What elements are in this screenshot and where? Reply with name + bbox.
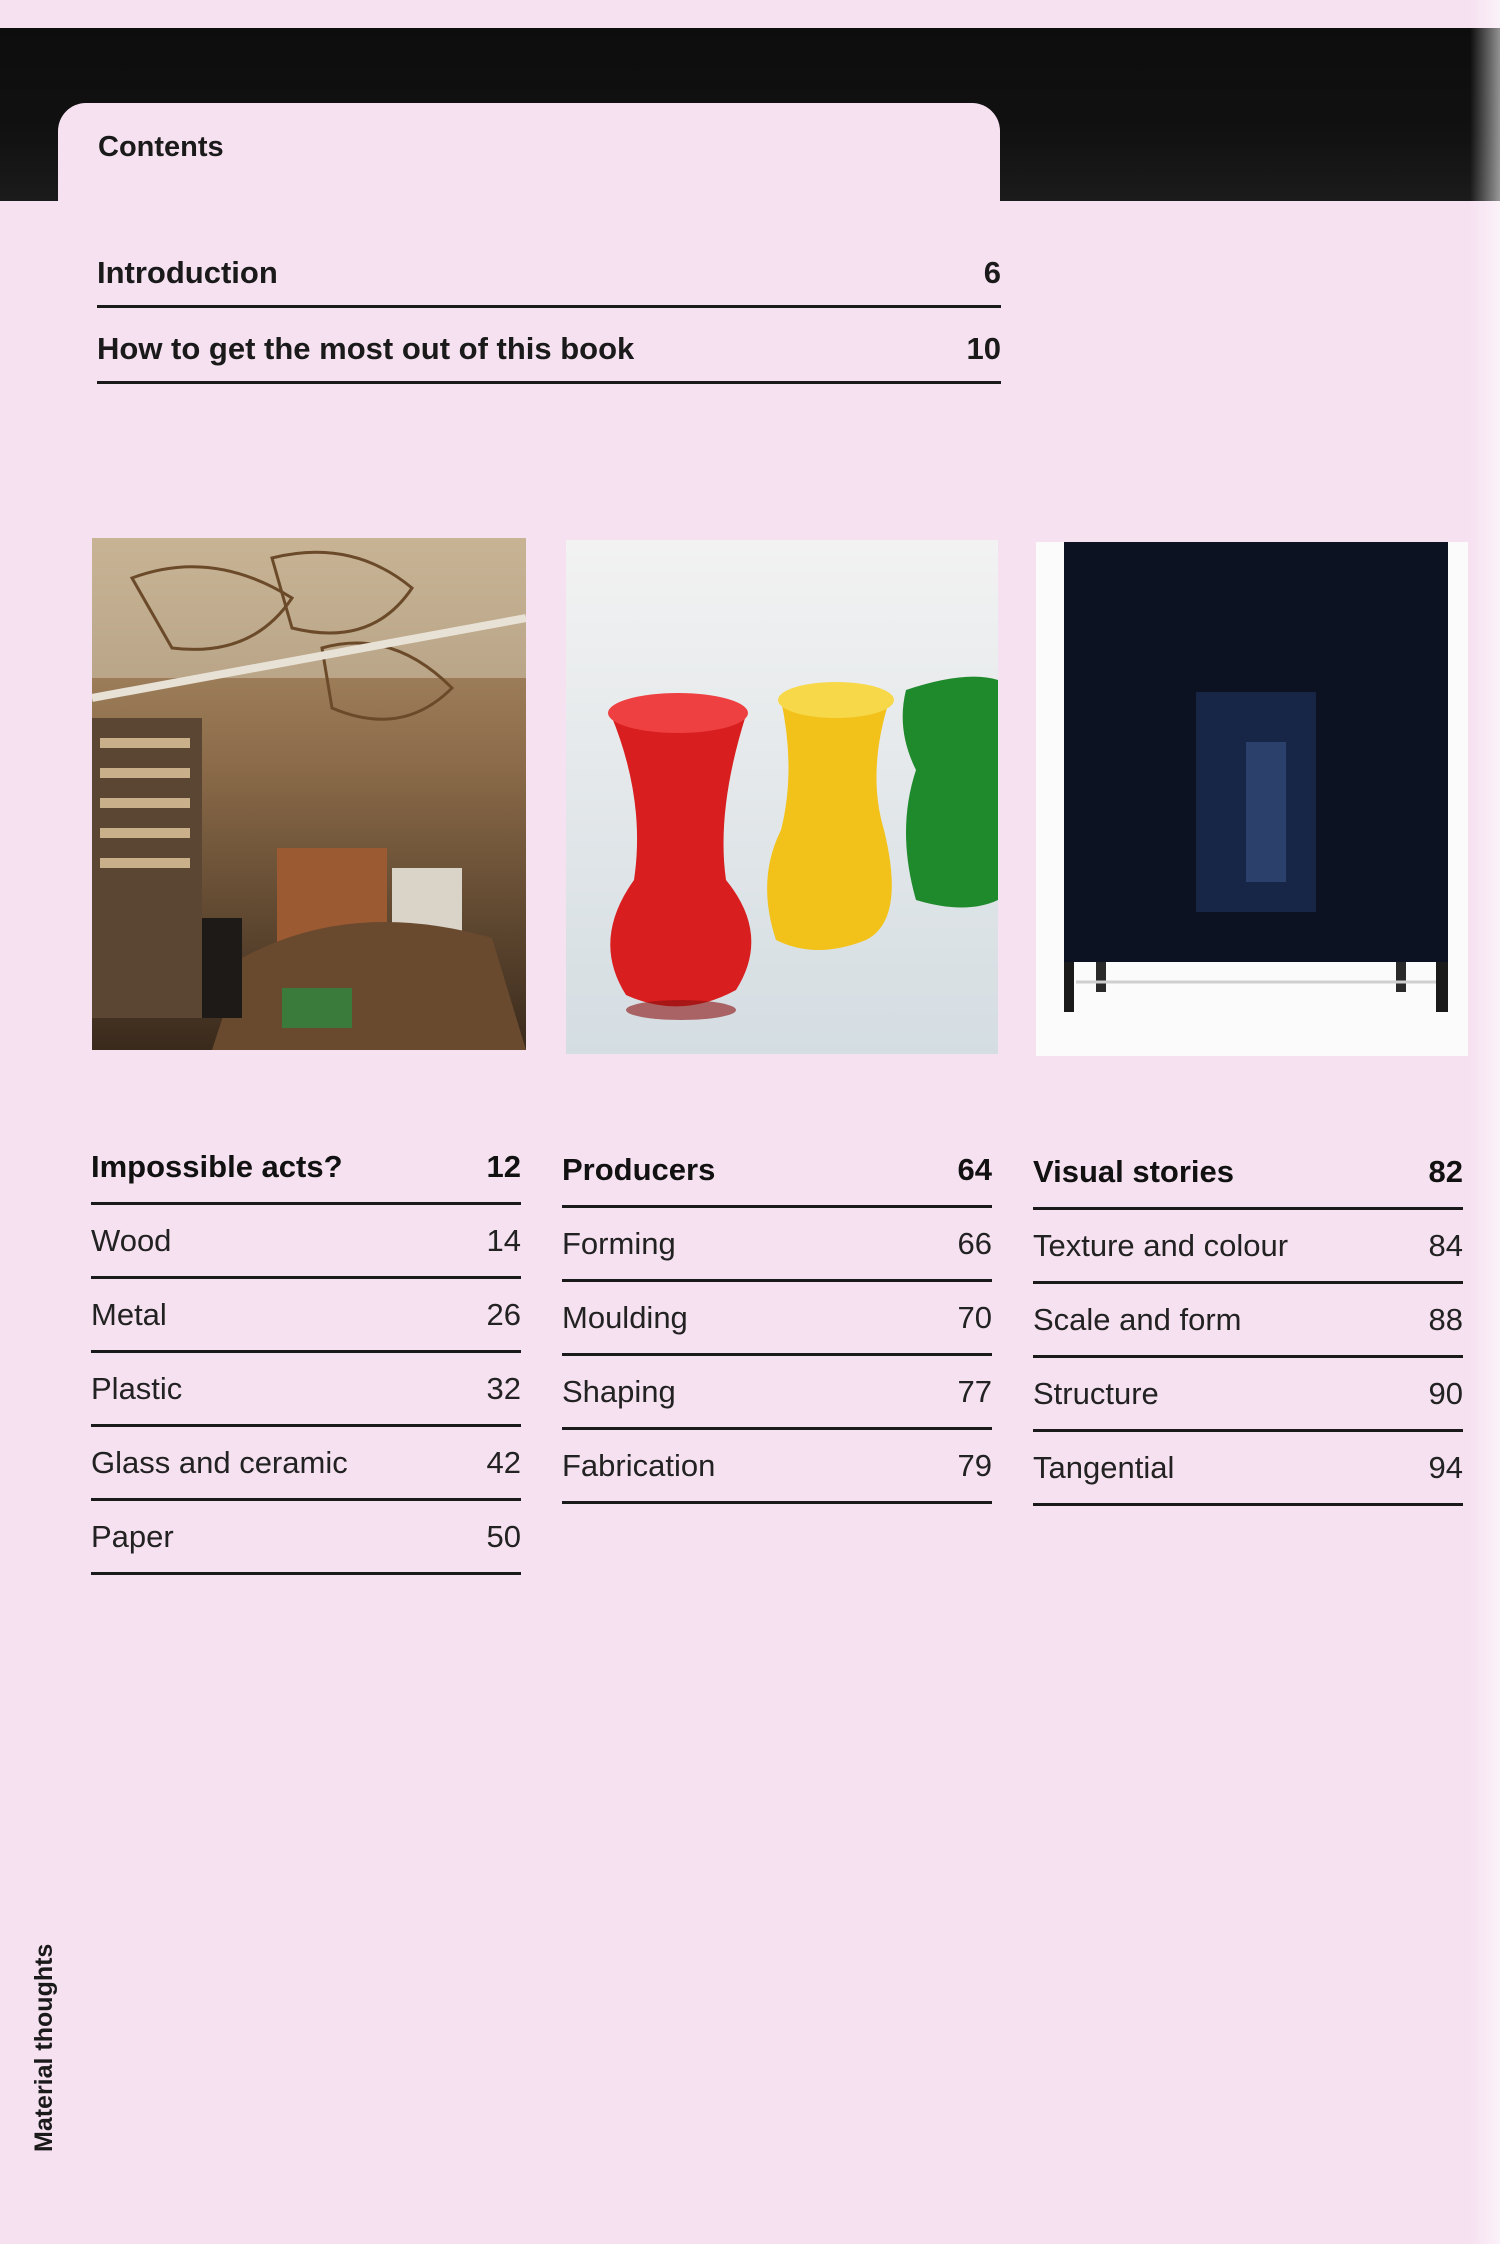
toc-row[interactable]	[91, 1427, 521, 1501]
toc-row[interactable]	[91, 1501, 521, 1575]
book-title-side-label: Material thoughts	[30, 1943, 58, 2152]
toc-label: Impossible acts?	[91, 1148, 343, 1184]
toc-page: 66	[957, 1225, 992, 1261]
toc-label: Introduction	[97, 255, 278, 290]
toc-page: 84	[1428, 1227, 1463, 1263]
toc-page: 14	[486, 1222, 521, 1258]
toc-label: Texture and colour	[1033, 1227, 1289, 1263]
toc-page: 77	[957, 1373, 992, 1409]
page-title: Contents	[98, 131, 224, 163]
toc-page: 32	[486, 1370, 521, 1406]
toc-page: 50	[486, 1518, 521, 1554]
toc-section-heading[interactable]	[562, 1134, 992, 1208]
toc-page: 26	[486, 1296, 521, 1332]
toc-page: 70	[957, 1299, 992, 1335]
toc-row[interactable]	[562, 1356, 992, 1430]
toc-column-visual-stories	[1033, 1136, 1463, 1506]
toc-row[interactable]	[91, 1205, 521, 1279]
toc-page: 42	[486, 1444, 521, 1480]
toc-section-heading[interactable]	[91, 1131, 521, 1205]
toc-row[interactable]	[91, 1353, 521, 1427]
cabinet-photo	[1036, 542, 1468, 1056]
toc-label: Moulding	[562, 1299, 688, 1335]
toc-row[interactable]	[562, 1282, 992, 1356]
toc-row-introduction[interactable]	[97, 234, 1001, 308]
toc-page: 10	[966, 331, 1001, 366]
toc-label: Shaping	[562, 1373, 676, 1409]
toc-page: 12	[486, 1148, 521, 1184]
toc-column-impossible-acts	[91, 1131, 521, 1575]
toc-page: 6	[983, 255, 1001, 290]
toc-section-heading[interactable]	[1033, 1136, 1463, 1210]
toc-column-producers	[562, 1134, 992, 1504]
toc-row[interactable]	[91, 1279, 521, 1353]
toc-row[interactable]	[562, 1208, 992, 1282]
toc-row[interactable]	[1033, 1432, 1463, 1506]
toc-label: Plastic	[91, 1370, 183, 1406]
contents-tab	[58, 103, 1000, 243]
toc-label: Metal	[91, 1296, 167, 1332]
toc-page: 79	[957, 1447, 992, 1483]
stools-photo	[566, 540, 998, 1054]
toc-page: 82	[1428, 1153, 1463, 1189]
toc-row-how-to[interactable]	[97, 310, 1001, 384]
toc-page: 90	[1428, 1375, 1463, 1411]
toc-row[interactable]	[1033, 1358, 1463, 1432]
toc-page: 64	[957, 1151, 992, 1187]
toc-label: Scale and form	[1033, 1301, 1242, 1337]
toc-label: Fabrication	[562, 1447, 716, 1483]
page-edge-shadow	[1470, 0, 1500, 2244]
toc-page: 94	[1428, 1449, 1463, 1485]
toc-label: Wood	[91, 1222, 172, 1258]
workshop-photo	[92, 538, 526, 1050]
toc-row[interactable]	[562, 1430, 992, 1504]
toc-row[interactable]	[1033, 1210, 1463, 1284]
toc-label: Visual stories	[1033, 1153, 1235, 1189]
toc-label: Producers	[562, 1151, 716, 1187]
toc-label: Forming	[562, 1225, 676, 1261]
toc-page: 88	[1428, 1301, 1463, 1337]
toc-row[interactable]	[1033, 1284, 1463, 1358]
toc-label: Tangential	[1033, 1449, 1175, 1485]
toc-label: Paper	[91, 1518, 174, 1554]
toc-label: Structure	[1033, 1375, 1159, 1411]
toc-label: Glass and ceramic	[91, 1444, 348, 1480]
toc-label: How to get the most out of this book	[97, 331, 635, 366]
